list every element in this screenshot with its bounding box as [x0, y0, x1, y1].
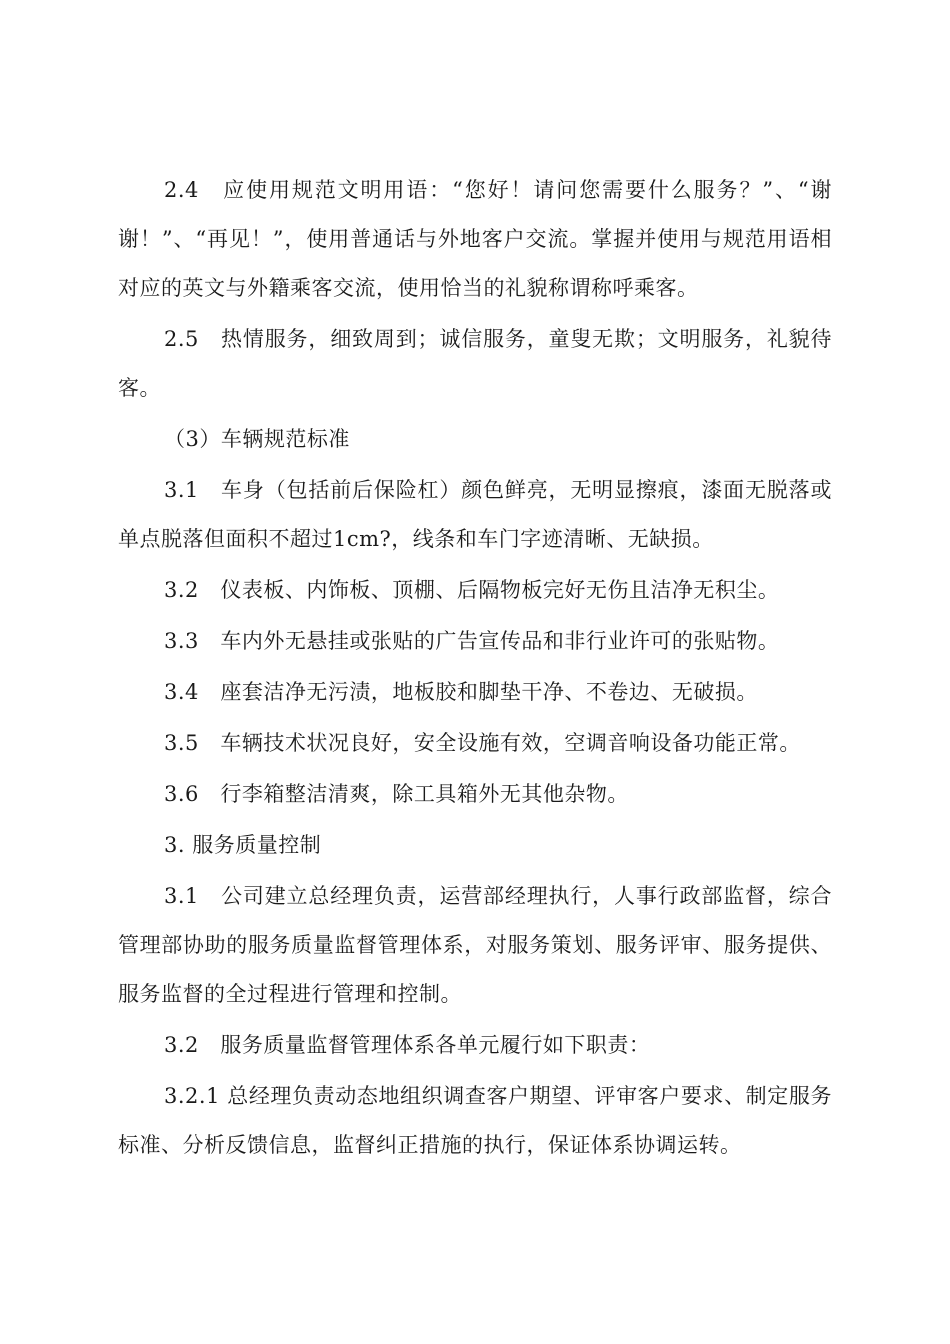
section-heading-vehicle-standards: （3）车辆规范标准	[164, 427, 350, 451]
paragraph-3-2-quality: 3.2 服务质量监督管理体系各单元履行如下职责：	[164, 1033, 651, 1057]
paragraph-3-5-vehicle: 3.5 车辆技术状况良好，安全设施有效，空调音响设备功能正常。	[164, 731, 801, 755]
document-page	[118, 166, 832, 1172]
paragraph-3-1-quality: 3.1 公司建立总经理负责，运营部经理执行，人事行政部监督，综合管理部协助的服务质量监督管理体系，对服务策划、服务评审、服务提供、服务监督的全过程进行管理和控制。	[118, 884, 832, 1006]
paragraph-3-2-vehicle: 3.2 仪表板、内饰板、顶棚、后隔物板完好无伤且洁净无积尘。	[164, 578, 780, 602]
paragraph-3-3-vehicle: 3.3 车内外无悬挂或张贴的广告宣传品和非行业许可的张贴物。	[164, 629, 780, 653]
paragraph-3-2-1-quality: 3.2.1 总经理负责动态地组织调查客户期望、评审客户要求、制定服务标准、分析反馈信息，监督纠正措施的执行，保证体系协调运转。	[118, 1084, 832, 1157]
paragraph-2-4: 2.4 应使用规范文明用语：“您好！请问您需要什么服务？”、“谢谢！”、“再见！”，使用普通话与外地客户交流。掌握并使用与规范用语相对应的英文与外籍乘客交流，使用恰当的礼貌称谓称呼乘客。	[118, 178, 832, 300]
paragraph-3-1-vehicle: 3.1 车身（包括前后保险杠）颜色鲜亮，无明显擦痕，漆面无脱落或单点脱落但面积不超过1cm?，线条和车门字迹清晰、无缺损。	[118, 478, 832, 551]
section-heading-quality-control: 3. 服务质量控制	[164, 833, 322, 857]
paragraph-2-5: 2.5 热情服务，细致周到；诚信服务，童叟无欺；文明服务，礼貌待客。	[118, 327, 832, 400]
paragraph-3-6-vehicle: 3.6 行李箱整洁清爽，除工具箱外无其他杂物。	[164, 782, 629, 806]
paragraph-3-4-vehicle: 3.4 座套洁净无污渍，地板胶和脚垫干净、不卷边、无破损。	[164, 680, 758, 704]
